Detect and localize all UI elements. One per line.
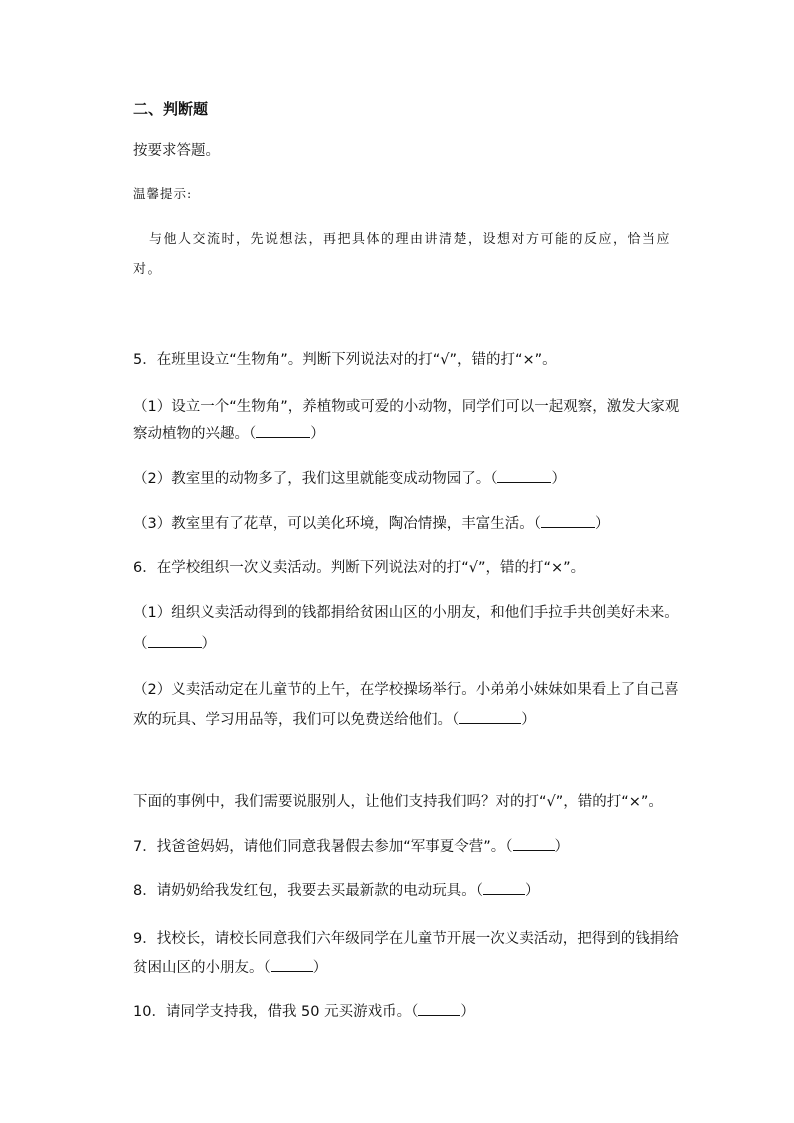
close-paren: ） [554,839,569,855]
answer-blank-5-2[interactable] [497,469,551,483]
answer-blank-6-2[interactable] [459,710,521,724]
answer-blank-6-1[interactable] [148,634,202,648]
answer-blank-9[interactable] [271,958,313,972]
question-6-1-line2 [133,634,216,654]
question-6-stem: 6．在学校组织一次义卖活动。判断下列说法对的打“√”，错的打“×”。 [133,560,586,576]
answer-blank-8[interactable] [483,881,525,895]
answer-blank-7[interactable] [513,837,555,851]
question-10-text: 10．请同学支持我，借我 50 元买游戏币。（ [133,1004,419,1020]
question-5-3 [133,514,609,534]
question-8 [133,881,539,901]
tip-text-line2: 对。 [133,262,163,277]
question-6-2-text: 欢的玩具、学习用品等，我们可以免费送给他们。（ [133,712,460,728]
answer-blank-5-1[interactable] [256,424,310,438]
answer-blank-10[interactable] [418,1002,460,1016]
close-paren: ） [310,426,325,442]
answer-blank-5-3[interactable] [541,514,595,528]
question-6-2-line2 [133,710,536,730]
question-7 [133,837,569,857]
tip-text-line1: 与他人交流时，先说想法，再把具体的理由讲清楚，设想对方可能的反应，恰当应 [149,232,672,247]
close-paren: ） [460,1004,475,1020]
question-9-line1: 9．找校长，请校长同意我们六年级同学在儿童节开展一次义卖活动，把得到的钱捐给 [133,931,679,947]
question-6-2-line1: （2）义卖活动定在儿童节的上午，在学校操场举行。小弟弟小妹妹如果看上了自己喜 [133,682,679,698]
close-paren: ） [201,636,216,652]
question-10 [133,1002,475,1022]
question-5-stem: 5．在班里设立“生物角”。判断下列说法对的打“√”，错的打“×”。 [133,352,557,368]
question-8-text: 8．请奶奶给我发红包，我要去买最新款的电动玩具。（ [133,883,483,899]
close-paren: ） [524,883,540,899]
question-5-1-line1: （1）设立一个“生物角”，养植物或可爱的小动物，同学们可以一起观察，激发大家观 [133,399,680,415]
close-paren: ） [594,516,610,532]
question-5-1-text: 察动植物的兴趣。（ [133,426,257,442]
tip-label: 温馨提示: [133,186,193,201]
question-5-2-text: （2）教室里的动物多了，我们这里就能变成动物园了。（ [133,471,498,487]
close-paren: ） [521,712,536,728]
question-6-1-text: （ [133,636,148,652]
section-instruction: 按要求答题。 [133,143,220,159]
question-6-1-line1: （1）组织义卖活动得到的钱都捐给贫困山区的小朋友，和他们手拉手共创美好未来。 [133,605,679,621]
close-paren: ） [312,960,328,976]
close-paren: ） [551,471,566,487]
question-5-1-line2 [133,424,325,444]
section-title: 二、判断题 [133,100,209,118]
question-9-line2 [133,958,327,978]
group-2-intro: 下面的事例中，我们需要说服别人，让他们支持我们吗？对的打“√”，错的打“×”。 [133,794,663,810]
question-9-text: 贫困山区的小朋友。（ [133,960,271,976]
question-5-3-text: （3）教室里有了花草，可以美化环境，陶冶情操，丰富生活。（ [133,516,541,532]
question-7-text: 7．找爸爸妈妈，请他们同意我暑假去参加“军事夏令营”。（ [133,839,513,855]
question-5-2 [133,469,566,489]
